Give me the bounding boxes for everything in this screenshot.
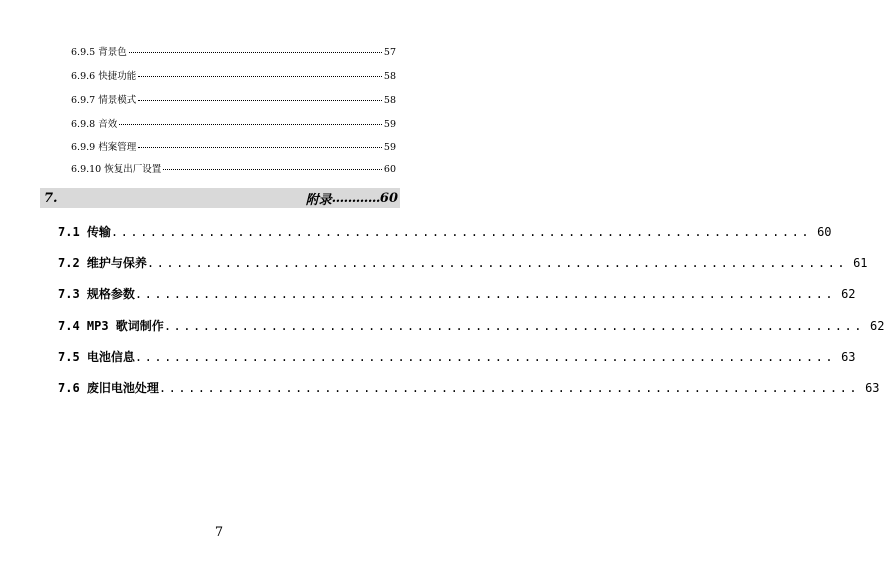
toc-subentry-page: 58 — [383, 95, 396, 106]
toc-chapter-heading[interactable] — [40, 188, 400, 208]
toc-entry[interactable] — [58, 317, 884, 337]
dot-leader — [119, 124, 382, 125]
toc-entry-page: 63 — [865, 381, 880, 395]
toc-entry-label: 7.4 MP3 歌词制作 — [58, 319, 164, 333]
toc-subentry-label: 6.9.5 背景色 — [71, 47, 127, 58]
chapter-page: 60 — [379, 190, 398, 206]
toc-entry[interactable] — [58, 348, 856, 368]
toc-subentry[interactable] — [71, 139, 396, 155]
dot-leader — [129, 52, 382, 53]
toc-subentry[interactable] — [71, 161, 396, 177]
toc-entry-page: 63 — [841, 350, 856, 364]
toc-entry-label: 7.5 电池信息 — [58, 350, 135, 364]
toc-entry-label: 7.1 传输 — [58, 225, 111, 239]
toc-entry[interactable] — [58, 285, 856, 305]
chapter-dot-leader: ............ — [331, 190, 380, 206]
dot-leader — [138, 100, 382, 101]
toc-subentry-label: 6.9.8 音效 — [71, 119, 118, 130]
toc-entry-label: 7.3 规格参数 — [58, 287, 135, 301]
toc-subentry[interactable] — [71, 68, 396, 84]
toc-subentry[interactable] — [71, 116, 396, 132]
toc-subentry[interactable] — [71, 44, 396, 60]
dot-leader — [138, 76, 382, 77]
toc-entry-label: 7.2 维护与保养 — [58, 256, 147, 270]
toc-entry-page: 62 — [869, 319, 884, 333]
toc-entry-page: 62 — [841, 287, 856, 301]
toc-subentry-label: 6.9.7 情景模式 — [71, 95, 137, 106]
dot-leader: ........................................................................ — [134, 287, 836, 301]
toc-entry-page: 60 — [817, 225, 832, 239]
chapter-title: 附录 — [305, 192, 332, 208]
toc-subentry-page: 60 — [383, 164, 396, 175]
dot-leader — [138, 147, 382, 148]
footer-page-number: 7 — [214, 525, 224, 540]
toc-entry-label: 7.6 废旧电池处理 — [58, 381, 159, 395]
toc-entry[interactable] — [58, 223, 832, 243]
toc-entry[interactable] — [58, 254, 868, 274]
toc-subentry[interactable] — [71, 92, 396, 108]
toc-entry[interactable] — [58, 379, 880, 399]
dot-leader: ........................................................................ — [158, 381, 860, 395]
dot-leader — [163, 169, 382, 170]
dot-leader: ........................................................................ — [134, 350, 836, 364]
toc-subentry-page: 58 — [383, 71, 396, 82]
toc-subentry-label: 6.9.6 快捷功能 — [71, 71, 137, 82]
toc-subentry-label: 6.9.10 恢复出厂设置 — [71, 164, 162, 175]
toc-subentry-page: 57 — [383, 47, 396, 58]
toc-subentry-page: 59 — [383, 119, 396, 130]
dot-leader: ........................................................................ — [163, 319, 864, 333]
dot-leader: ........................................................................ — [146, 256, 848, 270]
dot-leader: ........................................................................ — [110, 225, 812, 239]
toc-subentry-page: 59 — [383, 142, 396, 153]
toc-subentry-label: 6.9.9 档案管理 — [71, 142, 137, 153]
chapter-number: 7. — [44, 190, 58, 206]
toc-entry-page: 61 — [853, 256, 868, 270]
